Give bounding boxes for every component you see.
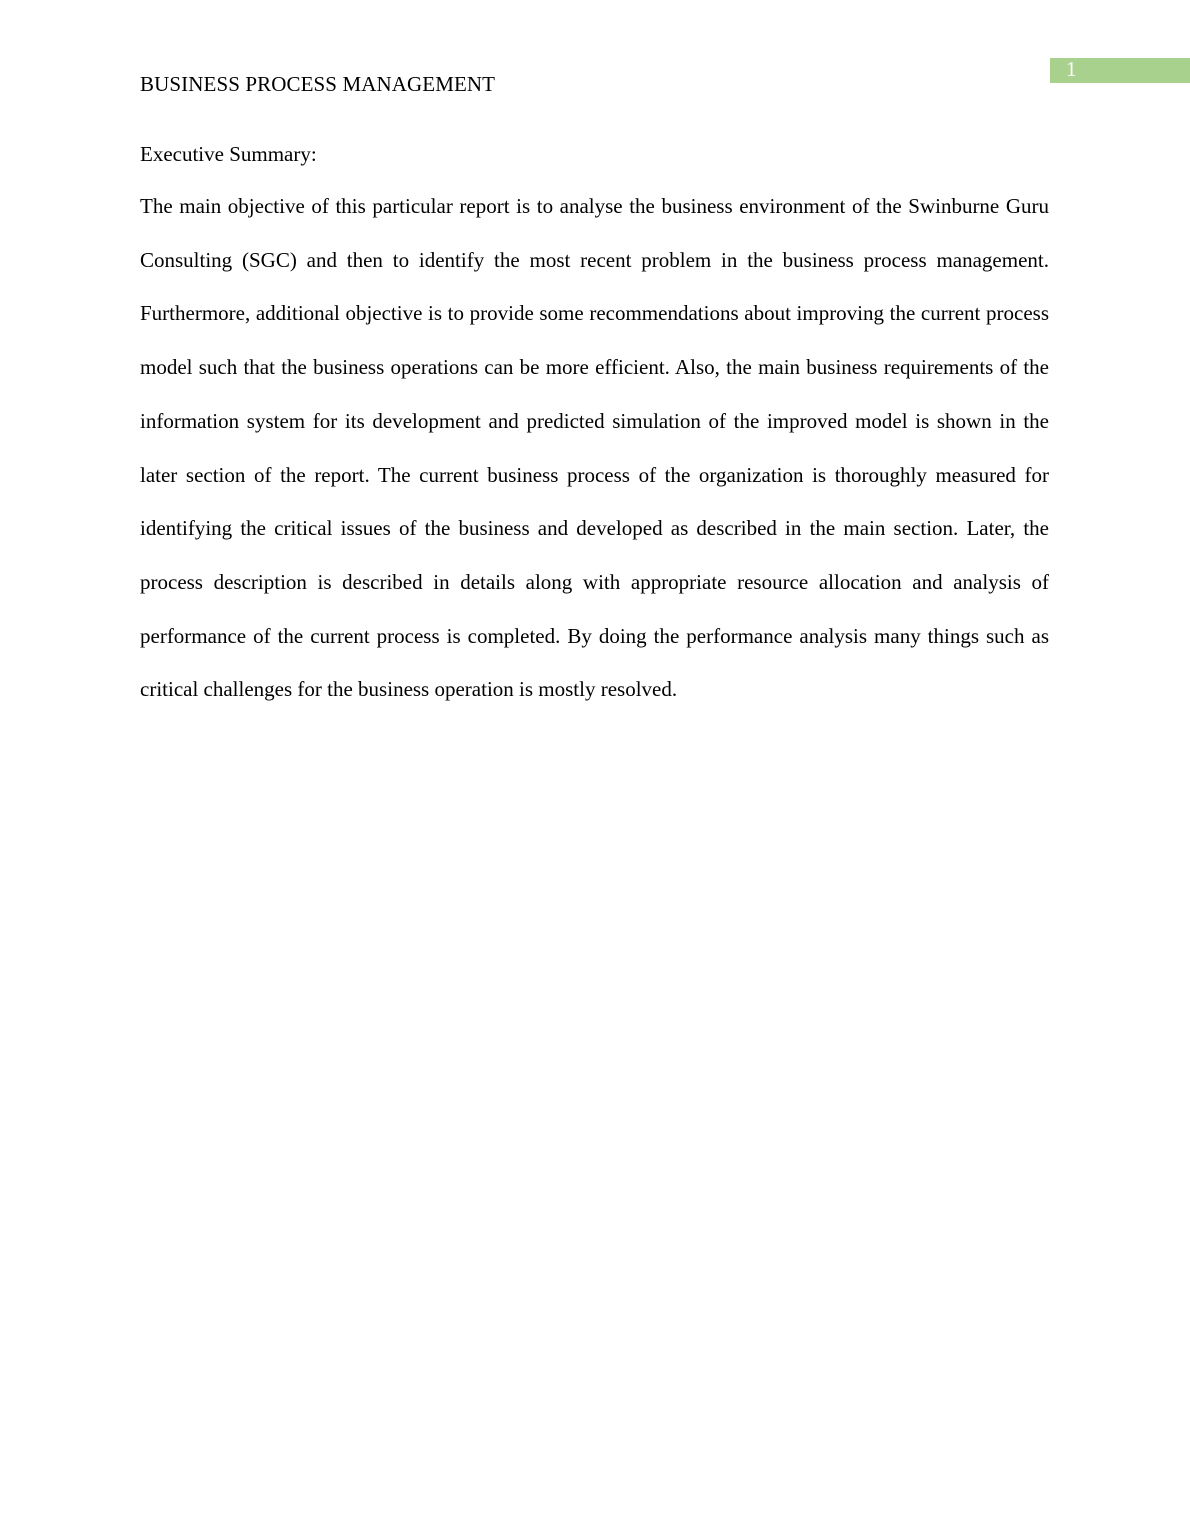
page-number-band [1050,58,1190,83]
section-heading: Executive Summary: [140,142,317,166]
body-paragraph: The main objective of this particular report is to analyse the business environment of the Swinburne Guru Consulting (SGC) and then to identify the most recent problem in the business process management. Furthermore, additional objective is to provide some recommendations about improving the current process model such that the business operations can be more efficient. Also, the main business requirements of the information system for its development and predicted simulation of the improved model is shown in the later section of the report. The current business process of the organization is thoroughly measured for identifying the critical issues of the business and developed as described in the main section. Later, the process description is described in details along with appropriate resource allocation and analysis of performance of the current process is completed. By doing the performance analysis many things such as critical challenges for the business operation is mostly resolved. [140,194,1049,702]
page-number: 1 [1066,57,1077,81]
running-head: BUSINESS PROCESS MANAGEMENT [140,72,496,96]
